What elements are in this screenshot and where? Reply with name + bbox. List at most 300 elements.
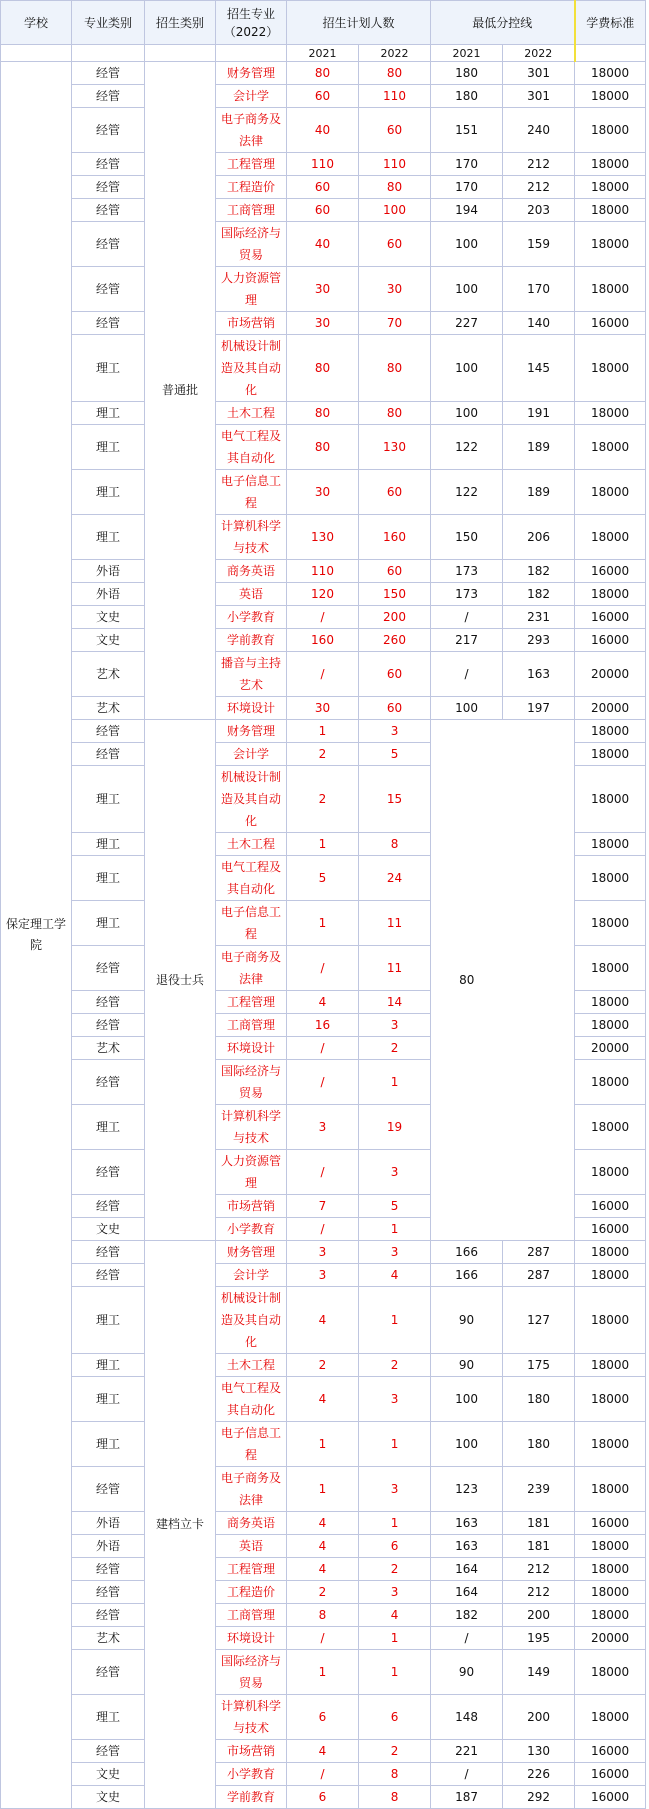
plan-2022-cell: 1 [359, 1287, 431, 1354]
major-name-cell: 小学教育 [216, 1763, 287, 1786]
min-score-2022-cell: 195 [503, 1627, 575, 1650]
major-name-cell: 环境设计 [216, 1627, 287, 1650]
header-enroll-type: 招生类别 [145, 1, 216, 45]
min-score-2021-cell: 187 [431, 1786, 503, 1809]
plan-2022-cell: 6 [359, 1535, 431, 1558]
tuition-fee-cell: 18000 [575, 335, 646, 402]
plan-2022-cell: 60 [359, 222, 431, 267]
plan-2021-cell: 6 [287, 1695, 359, 1740]
min-score-2022-cell: 180 [503, 1422, 575, 1467]
tuition-fee-cell: 20000 [575, 1037, 646, 1060]
min-score-2021-cell: 166 [431, 1241, 503, 1264]
tuition-fee-cell: 16000 [575, 1512, 646, 1535]
plan-2021-cell: / [287, 606, 359, 629]
major-category-cell: 文史 [72, 1763, 145, 1786]
min-score-2022-cell: 200 [503, 1604, 575, 1627]
min-score-2022-cell: 200 [503, 1695, 575, 1740]
tuition-fee-cell: 16000 [575, 1763, 646, 1786]
table-row [1, 199, 646, 222]
min-score-2022-cell: 189 [503, 425, 575, 470]
tuition-fee-cell: 18000 [575, 153, 646, 176]
plan-2022-cell: 70 [359, 312, 431, 335]
plan-2021-cell: 60 [287, 85, 359, 108]
min-score-2021-cell: 163 [431, 1535, 503, 1558]
plan-2022-cell: 3 [359, 1467, 431, 1512]
major-category-cell: 经管 [72, 1241, 145, 1264]
min-score-2022-cell: 203 [503, 199, 575, 222]
plan-2021-cell: 4 [287, 1535, 359, 1558]
min-score-2021-cell: / [431, 652, 503, 697]
plan-2022-cell: 30 [359, 267, 431, 312]
plan-2021-cell: 2 [287, 1354, 359, 1377]
tuition-fee-cell: 16000 [575, 1195, 646, 1218]
table-row [1, 606, 646, 629]
table-row [1, 222, 646, 267]
major-name-cell: 机械设计制造及其自动化 [216, 766, 287, 833]
table-row [1, 402, 646, 425]
min-score-2021-cell: 170 [431, 176, 503, 199]
major-category-cell: 经管 [72, 199, 145, 222]
tuition-fee-cell: 18000 [575, 222, 646, 267]
major-category-cell: 理工 [72, 335, 145, 402]
table-row [1, 176, 646, 199]
tuition-fee-cell: 16000 [575, 629, 646, 652]
min-score-2021-cell: 90 [431, 1650, 503, 1695]
tuition-fee-cell: 16000 [575, 1218, 646, 1241]
table-row [1, 267, 646, 312]
major-category-cell: 经管 [72, 1581, 145, 1604]
tuition-fee-cell: 18000 [575, 1060, 646, 1105]
major-name-cell: 工商管理 [216, 1014, 287, 1037]
plan-2022-cell: 8 [359, 1786, 431, 1809]
plan-2022-cell: 100 [359, 199, 431, 222]
min-score-2021-cell: / [431, 606, 503, 629]
plan-2022-cell: 24 [359, 856, 431, 901]
tuition-fee-cell: 18000 [575, 425, 646, 470]
subheader-plan-2022: 2022 [359, 45, 431, 62]
major-name-cell: 播音与主持艺术 [216, 652, 287, 697]
min-score-2021-cell: 122 [431, 470, 503, 515]
major-name-cell: 国际经济与贸易 [216, 1650, 287, 1695]
major-name-cell: 财务管理 [216, 720, 287, 743]
min-score-2021-cell: 170 [431, 153, 503, 176]
major-category-cell: 理工 [72, 425, 145, 470]
tuition-fee-cell: 18000 [575, 1287, 646, 1354]
plan-2021-cell: 2 [287, 743, 359, 766]
major-name-cell: 人力资源管理 [216, 267, 287, 312]
min-score-2021-cell: 100 [431, 402, 503, 425]
min-score-2022-cell: 191 [503, 402, 575, 425]
major-name-cell: 环境设计 [216, 697, 287, 720]
min-score-2022-cell: 212 [503, 1558, 575, 1581]
plan-2021-cell: / [287, 652, 359, 697]
min-score-2022-cell: 189 [503, 470, 575, 515]
table-row [1, 1581, 646, 1604]
tuition-fee-cell: 18000 [575, 1581, 646, 1604]
plan-2021-cell: 4 [287, 1287, 359, 1354]
major-category-cell: 经管 [72, 1264, 145, 1287]
min-score-2022-cell: 206 [503, 515, 575, 560]
enroll-type-cell: 建档立卡 [145, 1241, 216, 1809]
tuition-fee-cell: 16000 [575, 1740, 646, 1763]
min-score-2021-cell: 166 [431, 1264, 503, 1287]
plan-2022-cell: 1 [359, 1512, 431, 1535]
plan-2022-cell: 3 [359, 720, 431, 743]
tuition-fee-cell: 18000 [575, 901, 646, 946]
table-row [1, 697, 646, 720]
min-score-2022-cell: 182 [503, 583, 575, 606]
plan-2022-cell: 110 [359, 153, 431, 176]
plan-2022-cell: 3 [359, 1014, 431, 1037]
tuition-fee-cell: 18000 [575, 1264, 646, 1287]
table-row [1, 1467, 646, 1512]
plan-2021-cell: 60 [287, 176, 359, 199]
major-category-cell: 理工 [72, 402, 145, 425]
subheader-empty [145, 45, 216, 62]
min-score-2021-cell: 148 [431, 1695, 503, 1740]
major-category-cell: 艺术 [72, 652, 145, 697]
plan-2021-cell: 4 [287, 1740, 359, 1763]
table-row [1, 470, 646, 515]
min-score-2022-cell: 287 [503, 1241, 575, 1264]
min-score-2022-cell: 212 [503, 176, 575, 199]
major-name-cell: 学前教育 [216, 629, 287, 652]
plan-2021-cell: 1 [287, 1650, 359, 1695]
subheader-plan-2021: 2021 [287, 45, 359, 62]
plan-2021-cell: 2 [287, 1581, 359, 1604]
major-category-cell: 经管 [72, 176, 145, 199]
plan-2021-cell: 7 [287, 1195, 359, 1218]
plan-2022-cell: 60 [359, 470, 431, 515]
major-category-cell: 经管 [72, 1740, 145, 1763]
min-score-2022-cell: 301 [503, 62, 575, 85]
min-score-2022-cell: 170 [503, 267, 575, 312]
tuition-fee-cell: 18000 [575, 85, 646, 108]
major-name-cell: 小学教育 [216, 1218, 287, 1241]
table-row [1, 560, 646, 583]
major-category-cell: 经管 [72, 222, 145, 267]
min-score-2021-cell: 100 [431, 697, 503, 720]
plan-2021-cell: 4 [287, 1512, 359, 1535]
header-school: 学校 [1, 1, 72, 45]
plan-2021-cell: 1 [287, 720, 359, 743]
table-row [1, 1695, 646, 1740]
major-name-cell: 会计学 [216, 743, 287, 766]
major-name-cell: 工商管理 [216, 199, 287, 222]
min-score-2022-cell: 140 [503, 312, 575, 335]
tuition-fee-cell: 16000 [575, 606, 646, 629]
plan-2022-cell: 3 [359, 1581, 431, 1604]
min-score-merged-cell: 80 [431, 720, 503, 1241]
major-name-cell: 工商管理 [216, 1604, 287, 1627]
major-name-cell: 土木工程 [216, 833, 287, 856]
major-name-cell: 国际经济与贸易 [216, 222, 287, 267]
tuition-fee-cell: 20000 [575, 1627, 646, 1650]
table-row [1, 1535, 646, 1558]
tuition-fee-cell: 18000 [575, 1241, 646, 1264]
table-row [1, 1604, 646, 1627]
min-score-2022-cell: 149 [503, 1650, 575, 1695]
major-category-cell: 经管 [72, 153, 145, 176]
table-row [1, 652, 646, 697]
min-score-2022-cell: 127 [503, 1287, 575, 1354]
plan-2022-cell: 11 [359, 901, 431, 946]
plan-2022-cell: 1 [359, 1650, 431, 1695]
major-name-cell: 环境设计 [216, 1037, 287, 1060]
table-row [1, 1763, 646, 1786]
min-score-2022-cell: 182 [503, 560, 575, 583]
plan-2021-cell: / [287, 1218, 359, 1241]
min-score-2021-cell: 180 [431, 62, 503, 85]
min-score-2022-cell: 130 [503, 1740, 575, 1763]
plan-2022-cell: 60 [359, 108, 431, 153]
min-score-2022-cell: 175 [503, 1354, 575, 1377]
plan-2021-cell: 80 [287, 335, 359, 402]
plan-2022-cell: 5 [359, 1195, 431, 1218]
tuition-fee-cell: 18000 [575, 743, 646, 766]
tuition-fee-cell: 18000 [575, 515, 646, 560]
tuition-fee-cell: 18000 [575, 946, 646, 991]
min-score-2021-cell: 90 [431, 1287, 503, 1354]
major-name-cell: 市场营销 [216, 1195, 287, 1218]
plan-2022-cell: 60 [359, 652, 431, 697]
major-category-cell: 理工 [72, 766, 145, 833]
plan-2021-cell: 5 [287, 856, 359, 901]
table-row [1, 1786, 646, 1809]
table-row [1, 335, 646, 402]
header-score: 最低分控线 [431, 1, 575, 45]
plan-2021-cell: 4 [287, 1558, 359, 1581]
tuition-fee-cell: 18000 [575, 1354, 646, 1377]
plan-2021-cell: / [287, 1627, 359, 1650]
major-name-cell: 计算机科学与技术 [216, 515, 287, 560]
plan-2021-cell: 16 [287, 1014, 359, 1037]
major-category-cell: 经管 [72, 1650, 145, 1695]
major-name-cell: 电子信息工程 [216, 470, 287, 515]
tuition-fee-cell: 18000 [575, 1467, 646, 1512]
plan-2022-cell: 19 [359, 1105, 431, 1150]
plan-2021-cell: 40 [287, 108, 359, 153]
plan-2022-cell: 5 [359, 743, 431, 766]
plan-2022-cell: 15 [359, 766, 431, 833]
plan-2021-cell: 40 [287, 222, 359, 267]
major-name-cell: 计算机科学与技术 [216, 1695, 287, 1740]
plan-2022-cell: 2 [359, 1037, 431, 1060]
plan-2022-cell: 110 [359, 85, 431, 108]
header-plan: 招生计划人数 [287, 1, 431, 45]
min-score-2022-cell: 240 [503, 108, 575, 153]
tuition-fee-cell: 18000 [575, 766, 646, 833]
major-category-cell: 文史 [72, 1786, 145, 1809]
major-name-cell: 人力资源管理 [216, 1150, 287, 1195]
min-score-2022-cell: 239 [503, 1467, 575, 1512]
min-score-2021-cell: 173 [431, 560, 503, 583]
major-category-cell: 经管 [72, 1467, 145, 1512]
min-score-2021-cell: 123 [431, 1467, 503, 1512]
major-name-cell: 电子商务及法律 [216, 1467, 287, 1512]
min-score-2022-cell: 293 [503, 629, 575, 652]
tuition-fee-cell: 18000 [575, 402, 646, 425]
major-category-cell: 经管 [72, 1150, 145, 1195]
min-score-2022-empty-cell [503, 720, 575, 1241]
major-category-cell: 经管 [72, 85, 145, 108]
table-row [1, 1740, 646, 1763]
major-category-cell: 外语 [72, 1512, 145, 1535]
major-name-cell: 工程管理 [216, 153, 287, 176]
major-category-cell: 经管 [72, 743, 145, 766]
major-category-cell: 文史 [72, 606, 145, 629]
major-category-cell: 外语 [72, 583, 145, 606]
tuition-fee-cell: 18000 [575, 176, 646, 199]
min-score-2022-cell: 145 [503, 335, 575, 402]
plan-2022-cell: 11 [359, 946, 431, 991]
major-category-cell: 理工 [72, 901, 145, 946]
plan-2021-cell: 30 [287, 267, 359, 312]
plan-2022-cell: 3 [359, 1150, 431, 1195]
plan-2022-cell: 200 [359, 606, 431, 629]
min-score-2021-cell: 163 [431, 1512, 503, 1535]
table-row [1, 1422, 646, 1467]
major-category-cell: 文史 [72, 629, 145, 652]
major-name-cell: 财务管理 [216, 62, 287, 85]
major-category-cell: 外语 [72, 1535, 145, 1558]
tuition-fee-cell: 18000 [575, 1377, 646, 1422]
plan-2021-cell: 80 [287, 402, 359, 425]
header-major: 招生专业 （2022） [216, 1, 287, 45]
min-score-2021-cell: 164 [431, 1581, 503, 1604]
table-row [1, 312, 646, 335]
major-name-cell: 机械设计制造及其自动化 [216, 1287, 287, 1354]
plan-2022-cell: 1 [359, 1422, 431, 1467]
major-name-cell: 工程管理 [216, 1558, 287, 1581]
major-category-cell: 经管 [72, 1604, 145, 1627]
plan-2022-cell: 4 [359, 1604, 431, 1627]
min-score-2022-cell: 181 [503, 1512, 575, 1535]
min-score-2022-cell: 180 [503, 1377, 575, 1422]
major-name-cell: 国际经济与贸易 [216, 1060, 287, 1105]
major-category-cell: 经管 [72, 267, 145, 312]
min-score-2022-cell: 292 [503, 1786, 575, 1809]
plan-2021-cell: 4 [287, 991, 359, 1014]
major-category-cell: 理工 [72, 1287, 145, 1354]
table-row [1, 1264, 646, 1287]
plan-2021-cell: 160 [287, 629, 359, 652]
major-name-cell: 市场营销 [216, 312, 287, 335]
table-row [1, 515, 646, 560]
plan-2021-cell: 130 [287, 515, 359, 560]
plan-2022-cell: 6 [359, 1695, 431, 1740]
plan-2021-cell: 1 [287, 1467, 359, 1512]
plan-2021-cell: 3 [287, 1241, 359, 1264]
plan-2022-cell: 1 [359, 1627, 431, 1650]
major-category-cell: 理工 [72, 1105, 145, 1150]
plan-2022-cell: 4 [359, 1264, 431, 1287]
tuition-fee-cell: 20000 [575, 652, 646, 697]
major-name-cell: 商务英语 [216, 560, 287, 583]
plan-2022-cell: 2 [359, 1740, 431, 1763]
tuition-fee-cell: 18000 [575, 856, 646, 901]
min-score-2022-cell: 231 [503, 606, 575, 629]
enroll-type-cell: 普通批 [145, 62, 216, 720]
plan-2021-cell: 1 [287, 1422, 359, 1467]
plan-2021-cell: 2 [287, 766, 359, 833]
major-category-cell: 经管 [72, 312, 145, 335]
tuition-fee-cell: 18000 [575, 267, 646, 312]
plan-2022-cell: 160 [359, 515, 431, 560]
major-name-cell: 电子商务及法律 [216, 108, 287, 153]
major-category-cell: 理工 [72, 470, 145, 515]
enroll-type-cell: 退役士兵 [145, 720, 216, 1241]
subheader-score-2021: 2021 [431, 45, 503, 62]
subheader-empty [72, 45, 145, 62]
major-name-cell: 电气工程及其自动化 [216, 425, 287, 470]
major-category-cell: 理工 [72, 515, 145, 560]
min-score-2021-cell: 100 [431, 222, 503, 267]
plan-2022-cell: 2 [359, 1558, 431, 1581]
min-score-2022-cell: 197 [503, 697, 575, 720]
plan-2021-cell: 30 [287, 470, 359, 515]
tuition-fee-cell: 18000 [575, 108, 646, 153]
min-score-2021-cell: 100 [431, 1422, 503, 1467]
min-score-2022-cell: 212 [503, 1581, 575, 1604]
header-fee: 学费标准 [575, 1, 646, 45]
table-row [1, 583, 646, 606]
plan-2021-cell: / [287, 1060, 359, 1105]
plan-2022-cell: 8 [359, 833, 431, 856]
tuition-fee-cell: 16000 [575, 560, 646, 583]
major-name-cell: 电子商务及法律 [216, 946, 287, 991]
plan-2022-cell: 260 [359, 629, 431, 652]
min-score-2022-cell: 159 [503, 222, 575, 267]
min-score-2021-cell: 100 [431, 1377, 503, 1422]
major-name-cell: 会计学 [216, 85, 287, 108]
major-name-cell: 小学教育 [216, 606, 287, 629]
tuition-fee-cell: 18000 [575, 1695, 646, 1740]
tuition-fee-cell: 18000 [575, 1650, 646, 1695]
tuition-fee-cell: 20000 [575, 697, 646, 720]
table-row [1, 153, 646, 176]
tuition-fee-cell: 18000 [575, 470, 646, 515]
min-score-2021-cell: 227 [431, 312, 503, 335]
min-score-2021-cell: 150 [431, 515, 503, 560]
plan-2021-cell: 110 [287, 560, 359, 583]
plan-2022-cell: 1 [359, 1218, 431, 1241]
plan-2021-cell: / [287, 1763, 359, 1786]
major-name-cell: 财务管理 [216, 1241, 287, 1264]
plan-2022-cell: 80 [359, 62, 431, 85]
min-score-2022-cell: 181 [503, 1535, 575, 1558]
min-score-2021-cell: 100 [431, 267, 503, 312]
min-score-2021-cell: 90 [431, 1354, 503, 1377]
tuition-fee-cell: 18000 [575, 62, 646, 85]
plan-2021-cell: 3 [287, 1264, 359, 1287]
plan-2021-cell: / [287, 1150, 359, 1195]
major-category-cell: 理工 [72, 1377, 145, 1422]
plan-2021-cell: 8 [287, 1604, 359, 1627]
min-score-2021-cell: 151 [431, 108, 503, 153]
major-category-cell: 经管 [72, 1195, 145, 1218]
major-category-cell: 艺术 [72, 1037, 145, 1060]
major-name-cell: 工程造价 [216, 176, 287, 199]
major-category-cell: 经管 [72, 1558, 145, 1581]
major-category-cell: 理工 [72, 833, 145, 856]
major-name-cell: 英语 [216, 583, 287, 606]
plan-2021-cell: 80 [287, 425, 359, 470]
plan-2022-cell: 1 [359, 1060, 431, 1105]
tuition-fee-cell: 18000 [575, 1150, 646, 1195]
min-score-2021-cell: 194 [431, 199, 503, 222]
plan-2021-cell: / [287, 946, 359, 991]
